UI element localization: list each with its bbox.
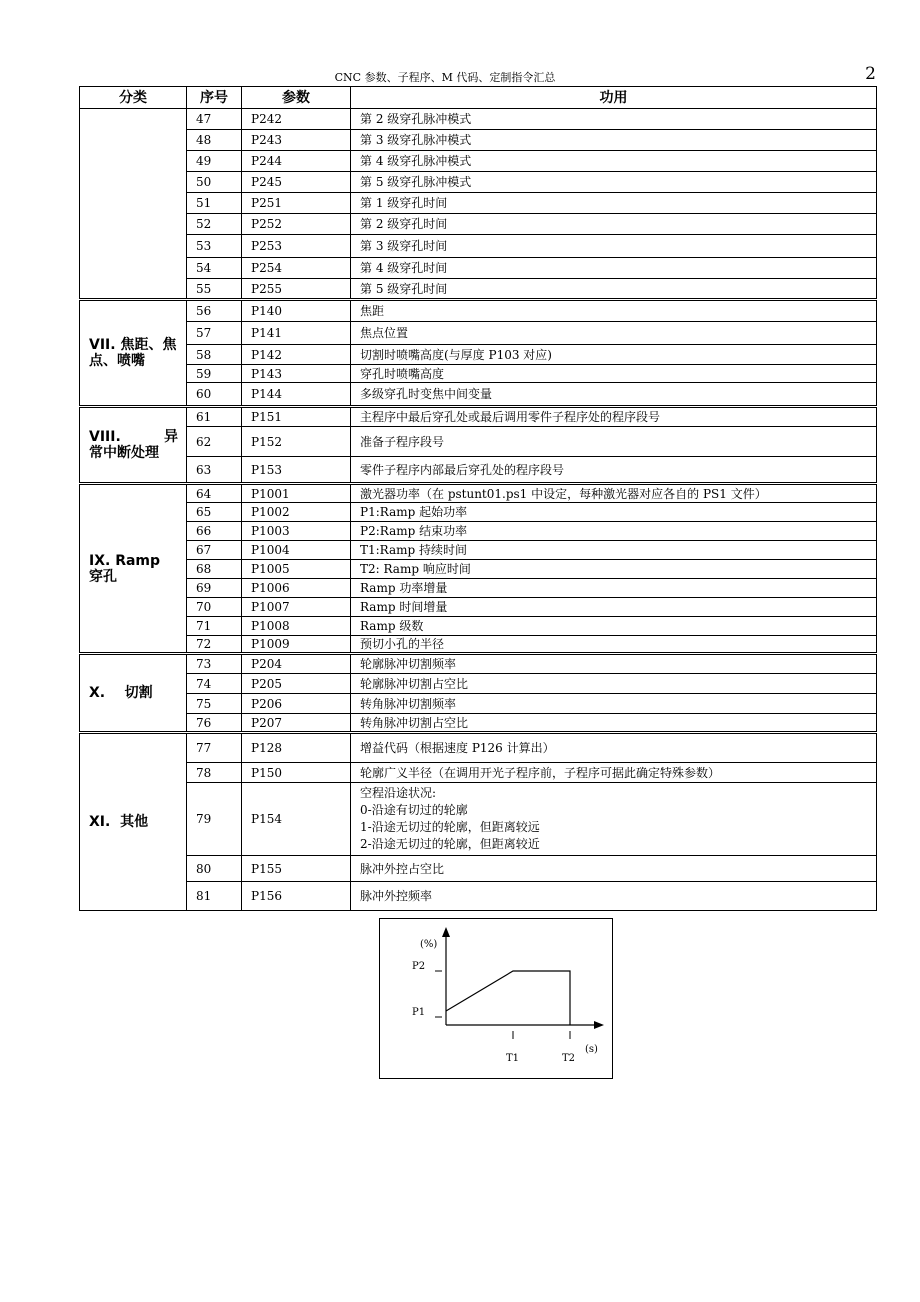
cell-index: 76 <box>187 714 242 733</box>
cell-function: Ramp 功率增量 <box>351 579 877 598</box>
cell-index: 79 <box>187 783 242 856</box>
table-row <box>80 109 877 130</box>
cell-function-multiline <box>351 783 877 856</box>
table-row <box>80 235 877 258</box>
cell-index: 77 <box>187 733 242 763</box>
table-row <box>80 484 877 503</box>
table-row <box>80 427 877 457</box>
cell-index: 75 <box>187 694 242 714</box>
p2-label: P2 <box>412 961 426 972</box>
category-cell-viii <box>80 407 187 484</box>
table-row <box>80 560 877 579</box>
cell-param: P1004 <box>242 541 351 560</box>
cell-param: P142 <box>242 345 351 365</box>
cell-index: 57 <box>187 322 242 345</box>
table-row <box>80 457 877 484</box>
cell-param: P204 <box>242 654 351 674</box>
cell-index: 72 <box>187 636 242 654</box>
cell-function: 焦距 <box>351 300 877 322</box>
table-row <box>80 856 877 882</box>
table-row <box>80 258 877 279</box>
cell-index: 65 <box>187 503 242 522</box>
cell-function: P2:Ramp 结束功率 <box>351 522 877 541</box>
cell-param: P205 <box>242 674 351 694</box>
cell-index: 59 <box>187 365 242 383</box>
cell-param: P1006 <box>242 579 351 598</box>
category-line: 常中断处理 <box>89 445 159 461</box>
table-row <box>80 300 877 322</box>
cell-function: 转角脉冲切割频率 <box>351 694 877 714</box>
cell-param: P252 <box>242 214 351 235</box>
cell-param: P251 <box>242 193 351 214</box>
cell-param: P1008 <box>242 617 351 636</box>
cell-index: 58 <box>187 345 242 365</box>
cell-function: Ramp 级数 <box>351 617 877 636</box>
cell-param: P1007 <box>242 598 351 617</box>
cell-function: 第 5 级穿孔时间 <box>351 279 877 300</box>
cell-index: 62 <box>187 427 242 457</box>
cell-index: 70 <box>187 598 242 617</box>
cell-index: 55 <box>187 279 242 300</box>
cell-function: 第 2 级穿孔时间 <box>351 214 877 235</box>
col-header-index: 序号 <box>187 87 242 109</box>
table-row <box>80 345 877 365</box>
table-row <box>80 151 877 172</box>
category-cell-xi <box>80 733 187 911</box>
cell-param: P1009 <box>242 636 351 654</box>
cell-function: 准备子程序段号 <box>351 427 877 457</box>
category-line: 穿孔 <box>89 568 117 585</box>
table-row <box>80 541 877 560</box>
col-header-category: 分类 <box>80 87 187 109</box>
cell-index: 71 <box>187 617 242 636</box>
cell-function: T2: Ramp 响应时间 <box>351 560 877 579</box>
cell-function: 轮廓脉冲切割占空比 <box>351 674 877 694</box>
table-row <box>80 636 877 654</box>
cell-index: 74 <box>187 674 242 694</box>
cell-param: P154 <box>242 783 351 856</box>
table-row <box>80 783 877 856</box>
cell-function: P1:Ramp 起始功率 <box>351 503 877 522</box>
cell-param: P151 <box>242 407 351 427</box>
cell-param: P140 <box>242 300 351 322</box>
t2-label: T2 <box>562 1053 576 1064</box>
cell-param: P243 <box>242 130 351 151</box>
cell-index: 53 <box>187 235 242 258</box>
table-row <box>80 365 877 383</box>
cell-function: 穿孔时喷嘴高度 <box>351 365 877 383</box>
page-number: 2 <box>865 64 876 84</box>
cell-function: 脉冲外控频率 <box>351 882 877 911</box>
cell-param: P1002 <box>242 503 351 522</box>
cell-index: 60 <box>187 383 242 407</box>
cell-index: 81 <box>187 882 242 911</box>
cell-function: Ramp 时间增量 <box>351 598 877 617</box>
ramp-diagram <box>379 918 613 1079</box>
cell-function: 转角脉冲切割占空比 <box>351 714 877 733</box>
table-row <box>80 598 877 617</box>
cell-function: 零件子程序内部最后穿孔处的程序段号 <box>351 457 877 484</box>
cell-index: 52 <box>187 214 242 235</box>
category-line: VII. 焦距、焦 <box>89 337 177 353</box>
cell-param: P1005 <box>242 560 351 579</box>
col-header-function: 功用 <box>351 87 877 109</box>
table-row <box>80 522 877 541</box>
cell-function: 焦点位置 <box>351 322 877 345</box>
category-cell-x <box>80 654 187 733</box>
table-row <box>80 763 877 783</box>
cell-function: 第 3 级穿孔脉冲模式 <box>351 130 877 151</box>
cell-function: T1:Ramp 持续时间 <box>351 541 877 560</box>
cell-index: 47 <box>187 109 242 130</box>
cell-param: P141 <box>242 322 351 345</box>
function-line: 0-沿途有切过的轮廓 <box>360 803 468 817</box>
table-row <box>80 193 877 214</box>
cell-index: 54 <box>187 258 242 279</box>
cell-index: 64 <box>187 484 242 503</box>
cell-index: 50 <box>187 172 242 193</box>
table-row <box>80 214 877 235</box>
cell-function: 增益代码（根据速度 P126 计算出） <box>351 733 877 763</box>
table-row <box>80 882 877 911</box>
cell-index: 80 <box>187 856 242 882</box>
table-row <box>80 579 877 598</box>
cell-param: P150 <box>242 763 351 783</box>
function-line: 2-沿途无切过的轮廓，但距离较近 <box>360 837 540 851</box>
table-row <box>80 714 877 733</box>
cell-param: P254 <box>242 258 351 279</box>
cell-index: 63 <box>187 457 242 484</box>
cell-function: 主程序中最后穿孔处或最后调用零件子程序处的程序段号 <box>351 407 877 427</box>
cell-function: 脉冲外控占空比 <box>351 856 877 882</box>
cell-param: P1001 <box>242 484 351 503</box>
category-line: X. 切割 <box>89 685 153 701</box>
cell-function: 第 5 级穿孔脉冲模式 <box>351 172 877 193</box>
x-axis-arrow-icon <box>594 1021 604 1029</box>
table-row <box>80 733 877 763</box>
cell-index: 69 <box>187 579 242 598</box>
cell-index: 66 <box>187 522 242 541</box>
p1-label: P1 <box>412 1007 426 1018</box>
table-row <box>80 617 877 636</box>
cell-param: P242 <box>242 109 351 130</box>
category-line: 点、喷嘴 <box>89 353 145 369</box>
cell-param: P207 <box>242 714 351 733</box>
x-unit-label: (s) <box>585 1044 598 1055</box>
cell-function: 轮廓脉冲切割频率 <box>351 654 877 674</box>
cell-index: 78 <box>187 763 242 783</box>
cell-index: 67 <box>187 541 242 560</box>
cell-param: P155 <box>242 856 351 882</box>
table-row <box>80 694 877 714</box>
cell-function: 第 3 级穿孔时间 <box>351 235 877 258</box>
cell-index: 51 <box>187 193 242 214</box>
page-header <box>0 66 920 86</box>
cell-function: 轮廓广义半径（在调用开光子程序前，子程序可据此确定特殊参数） <box>351 763 877 783</box>
table-row <box>80 654 877 674</box>
cell-param: P1003 <box>242 522 351 541</box>
cell-param: P253 <box>242 235 351 258</box>
cell-function: 第 1 级穿孔时间 <box>351 193 877 214</box>
document-title: CNC 参数、子程序、M 代码、定制指令汇总 <box>334 71 556 84</box>
table-row <box>80 172 877 193</box>
cell-param: P144 <box>242 383 351 407</box>
cell-param: P156 <box>242 882 351 911</box>
table-header-row <box>80 87 877 109</box>
col-header-param: 参数 <box>242 87 351 109</box>
category-line: XI. 其他 <box>89 814 149 830</box>
table-row <box>80 130 877 151</box>
table-row <box>80 407 877 427</box>
cell-index: 56 <box>187 300 242 322</box>
cell-index: 73 <box>187 654 242 674</box>
table-row <box>80 503 877 522</box>
category-line: VIII. 异 <box>89 429 178 445</box>
cell-param: P143 <box>242 365 351 383</box>
cell-param: P152 <box>242 427 351 457</box>
y-axis-arrow-icon <box>442 927 450 937</box>
cell-index: 49 <box>187 151 242 172</box>
category-cell-ix <box>80 484 187 654</box>
cell-index: 61 <box>187 407 242 427</box>
cell-param: P244 <box>242 151 351 172</box>
t1-label: T1 <box>506 1053 520 1064</box>
cell-function: 激光器功率（在 pstunt01.ps1 中设定，每种激光器对应各自的 PS1 文件） <box>351 484 877 503</box>
parameter-table <box>79 86 877 911</box>
cell-param: P153 <box>242 457 351 484</box>
category-cell-vii <box>80 300 187 407</box>
cell-function: 预切小孔的半径 <box>351 636 877 654</box>
table-row <box>80 383 877 407</box>
cell-param: P255 <box>242 279 351 300</box>
cell-function: 切割时喷嘴高度(与厚度 P103 对应) <box>351 345 877 365</box>
cell-index: 48 <box>187 130 242 151</box>
category-line: IX. Ramp <box>89 552 161 569</box>
cell-param: P206 <box>242 694 351 714</box>
function-line: 空程沿途状况: <box>360 786 437 800</box>
cell-function: 第 2 级穿孔脉冲模式 <box>351 109 877 130</box>
cell-function: 第 4 级穿孔时间 <box>351 258 877 279</box>
table-row <box>80 322 877 345</box>
cell-function: 第 4 级穿孔脉冲模式 <box>351 151 877 172</box>
cell-function: 多级穿孔时变焦中间变量 <box>351 383 877 407</box>
cell-param: P128 <box>242 733 351 763</box>
table-row <box>80 674 877 694</box>
category-cell-empty <box>80 109 187 300</box>
cell-param: P245 <box>242 172 351 193</box>
function-line: 1-沿途无切过的轮廓，但距离较远 <box>360 820 540 834</box>
table-row <box>80 279 877 300</box>
ramp-curve <box>446 971 570 1025</box>
cell-index: 68 <box>187 560 242 579</box>
y-unit-label: (%) <box>420 939 438 950</box>
ramp-diagram-svg <box>380 919 612 1078</box>
